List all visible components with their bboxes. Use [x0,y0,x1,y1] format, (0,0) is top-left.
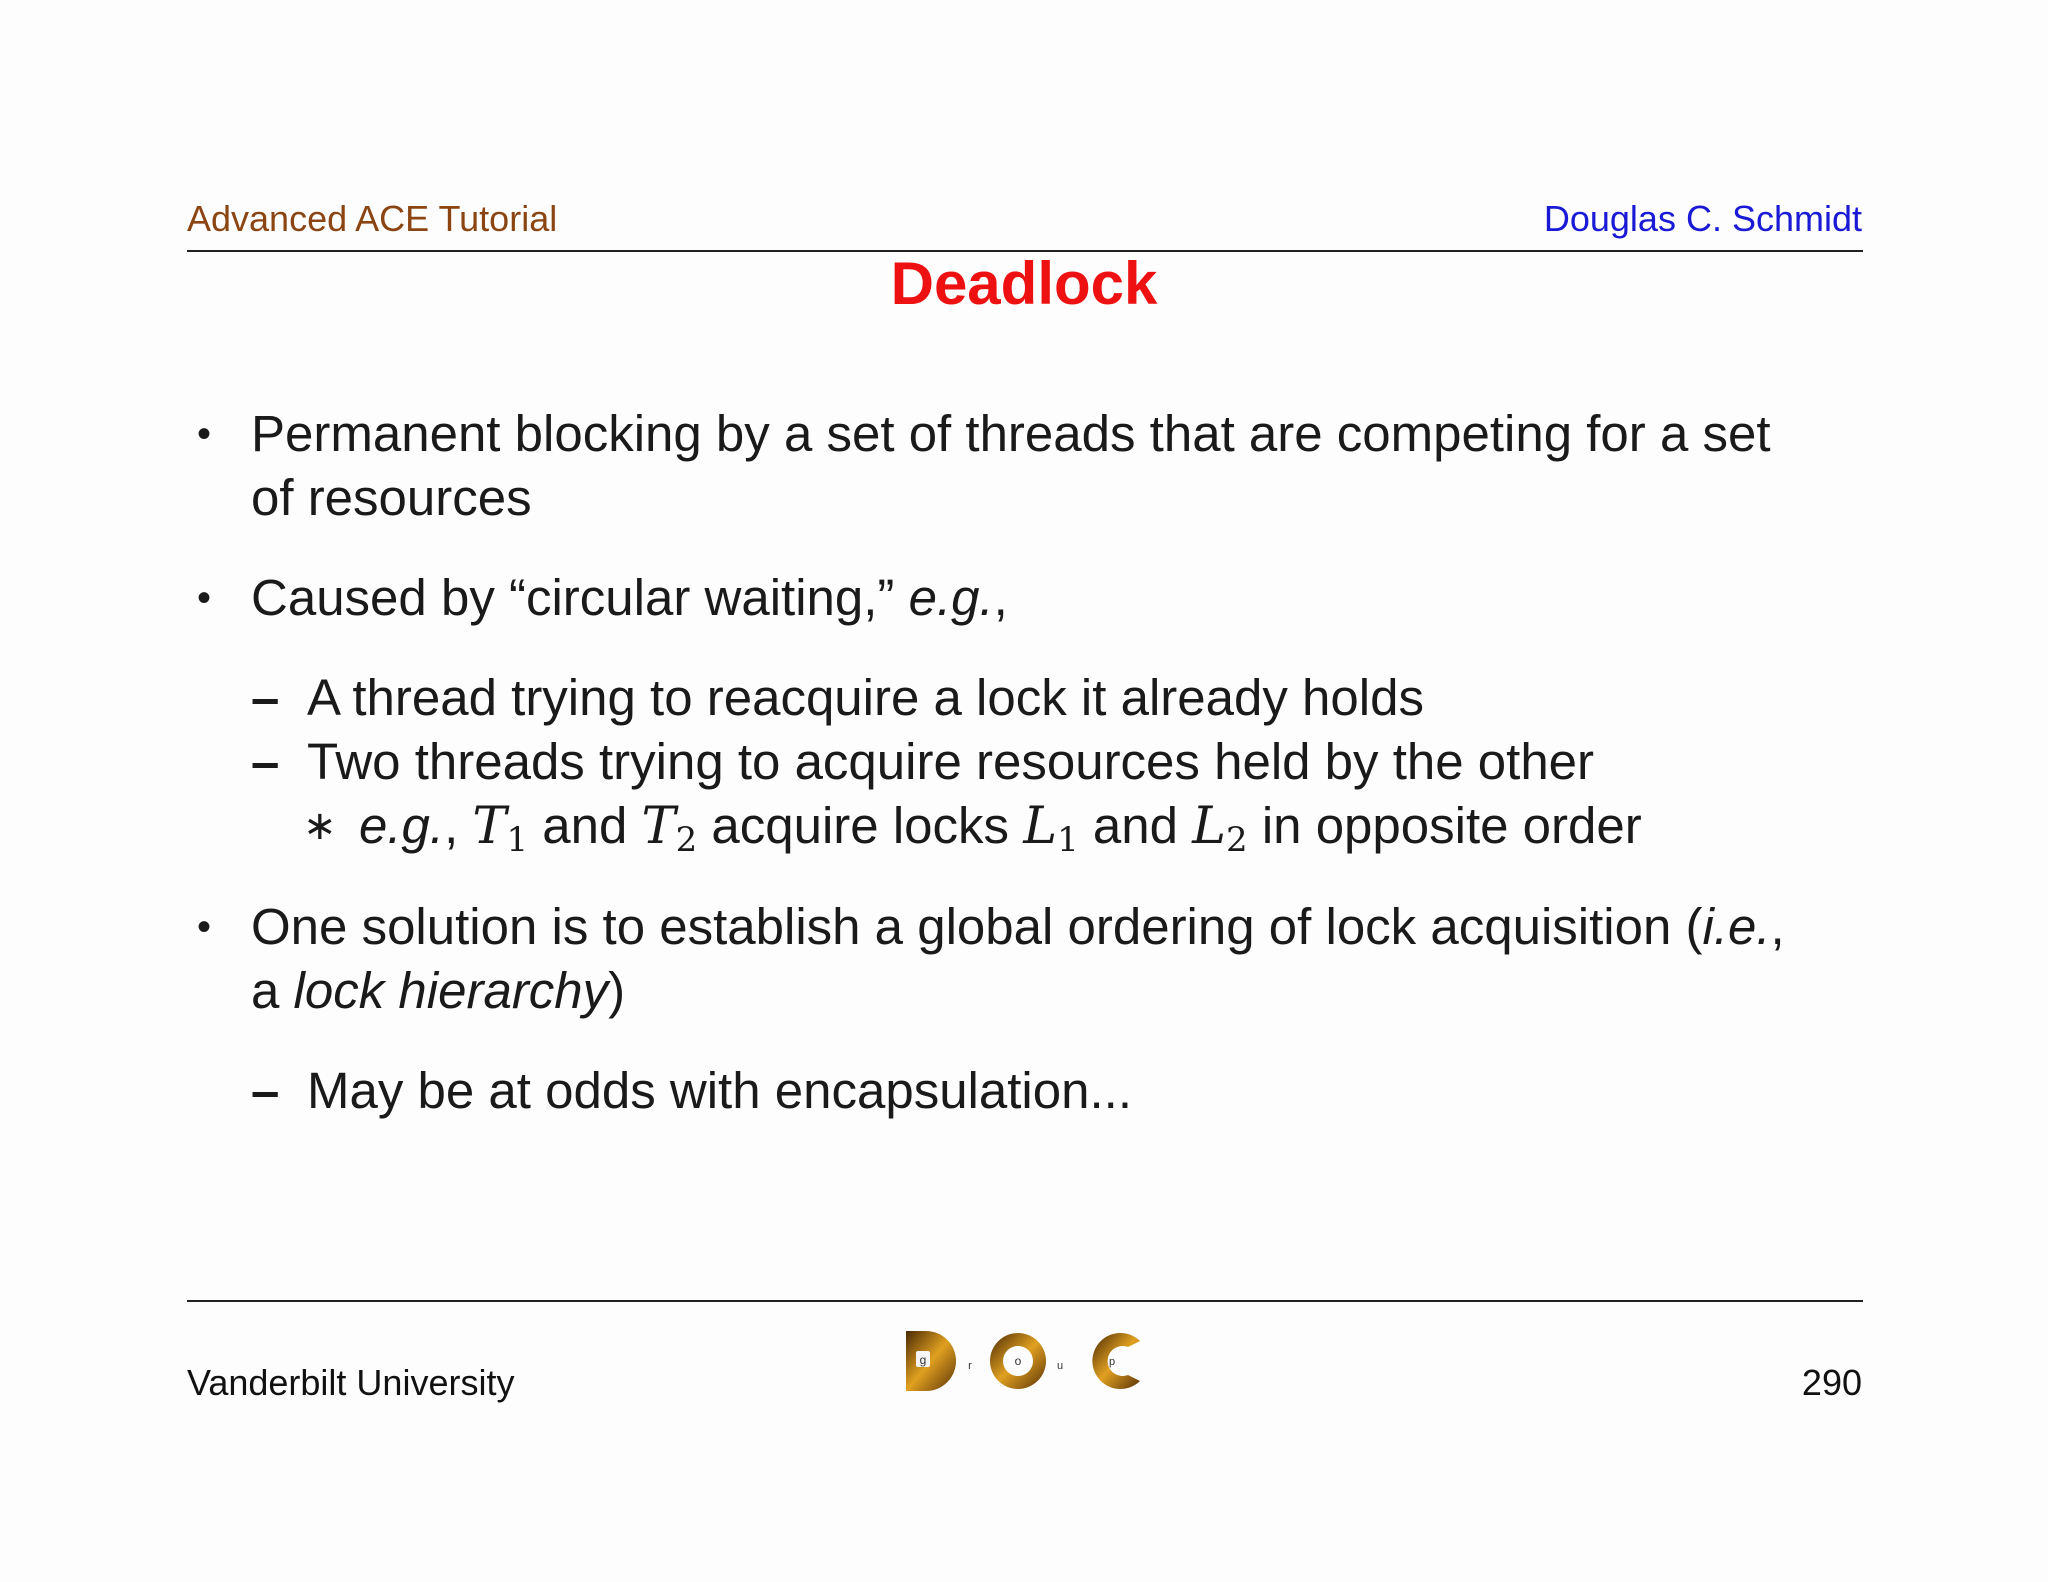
bullet-eg: e.g. [908,569,994,626]
subsubbullet-opposite-order [187,794,1887,859]
math-t: T [472,797,507,856]
doc-group-logo [900,1325,1150,1397]
logo-small-p: p [1108,1356,1116,1368]
page-number: 290 [1801,1362,1862,1403]
footer-rule [187,1300,1863,1302]
math-l: L [1023,797,1058,856]
math-l1 [1023,797,1079,860]
math-sub-1: 1 [506,820,529,860]
and-text: and [1092,797,1178,854]
math-l: L [1192,797,1227,856]
bullet-marker: • [197,412,212,456]
footer-university: Vanderbilt University [187,1362,515,1403]
dash-marker: – [251,733,280,790]
dash-marker: – [251,1062,280,1119]
subbullet-text: Two threads trying to acquire resources held by the other [307,733,1595,790]
bullet-text-line [251,959,1887,1023]
bullet-marker: • [197,905,212,949]
bullet-text: Caused by “circular waiting,” [251,569,895,626]
comma: , [1770,898,1785,955]
bullet-text: One solution is to establish a global ordering of lock acquisition ( [251,898,1703,955]
bullet-comma: , [993,569,1008,626]
logo-letter-c [1092,1333,1140,1389]
subbullet-reacquire-lock [187,666,1887,730]
bullet-text: a [251,962,280,1019]
math-t1 [472,797,529,860]
header-author: Douglas C. Schmidt [1543,198,1862,239]
bullet-text-line [251,895,1887,959]
slide-content [187,402,1887,1123]
dash-marker: – [251,669,280,726]
acquire-text: acquire locks [711,797,1010,854]
subbullet-encapsulation [187,1059,1887,1123]
eg-text: e.g. [359,797,445,854]
math-sub-1: 1 [1057,820,1079,860]
lock-hierarchy-text: lock hierarchy [293,962,609,1019]
subbullet-two-threads [187,730,1887,794]
logo-small-g: g [919,1353,927,1367]
bullet-lock-hierarchy [187,895,1887,1023]
bullet-text-line: of resources [251,469,532,526]
star-marker: ∗ [303,804,337,848]
tail-text: in opposite order [1261,797,1642,854]
header-course-title: Advanced ACE Tutorial [187,198,558,239]
math-sub-2: 2 [675,820,698,860]
logo-small-r: r [968,1360,972,1372]
comma: , [444,797,459,854]
close-paren: ) [608,962,626,1019]
ie-text: i.e. [1702,898,1771,955]
subbullet-text: May be at odds with encapsulation... [307,1062,1132,1119]
math-t: T [641,797,676,856]
math-t2 [641,797,698,860]
math-l2 [1192,797,1248,860]
logo-letter-o [990,1333,1046,1389]
and-text: and [542,797,628,854]
bullet-permanent-blocking [187,402,1887,530]
logo-small-o: o [1014,1354,1022,1368]
math-sub-2: 2 [1226,820,1248,860]
logo-letter-d [906,1331,956,1391]
slide-title: Deadlock [890,250,1158,317]
bullet-text-line: Permanent blocking by a set of threads that are competing for a set [251,405,1771,462]
subbullet-text: A thread trying to reacquire a lock it already holds [307,669,1424,726]
logo-small-u: u [1056,1360,1064,1372]
bullet-circular-waiting [187,566,1887,630]
bullet-marker: • [197,576,212,620]
